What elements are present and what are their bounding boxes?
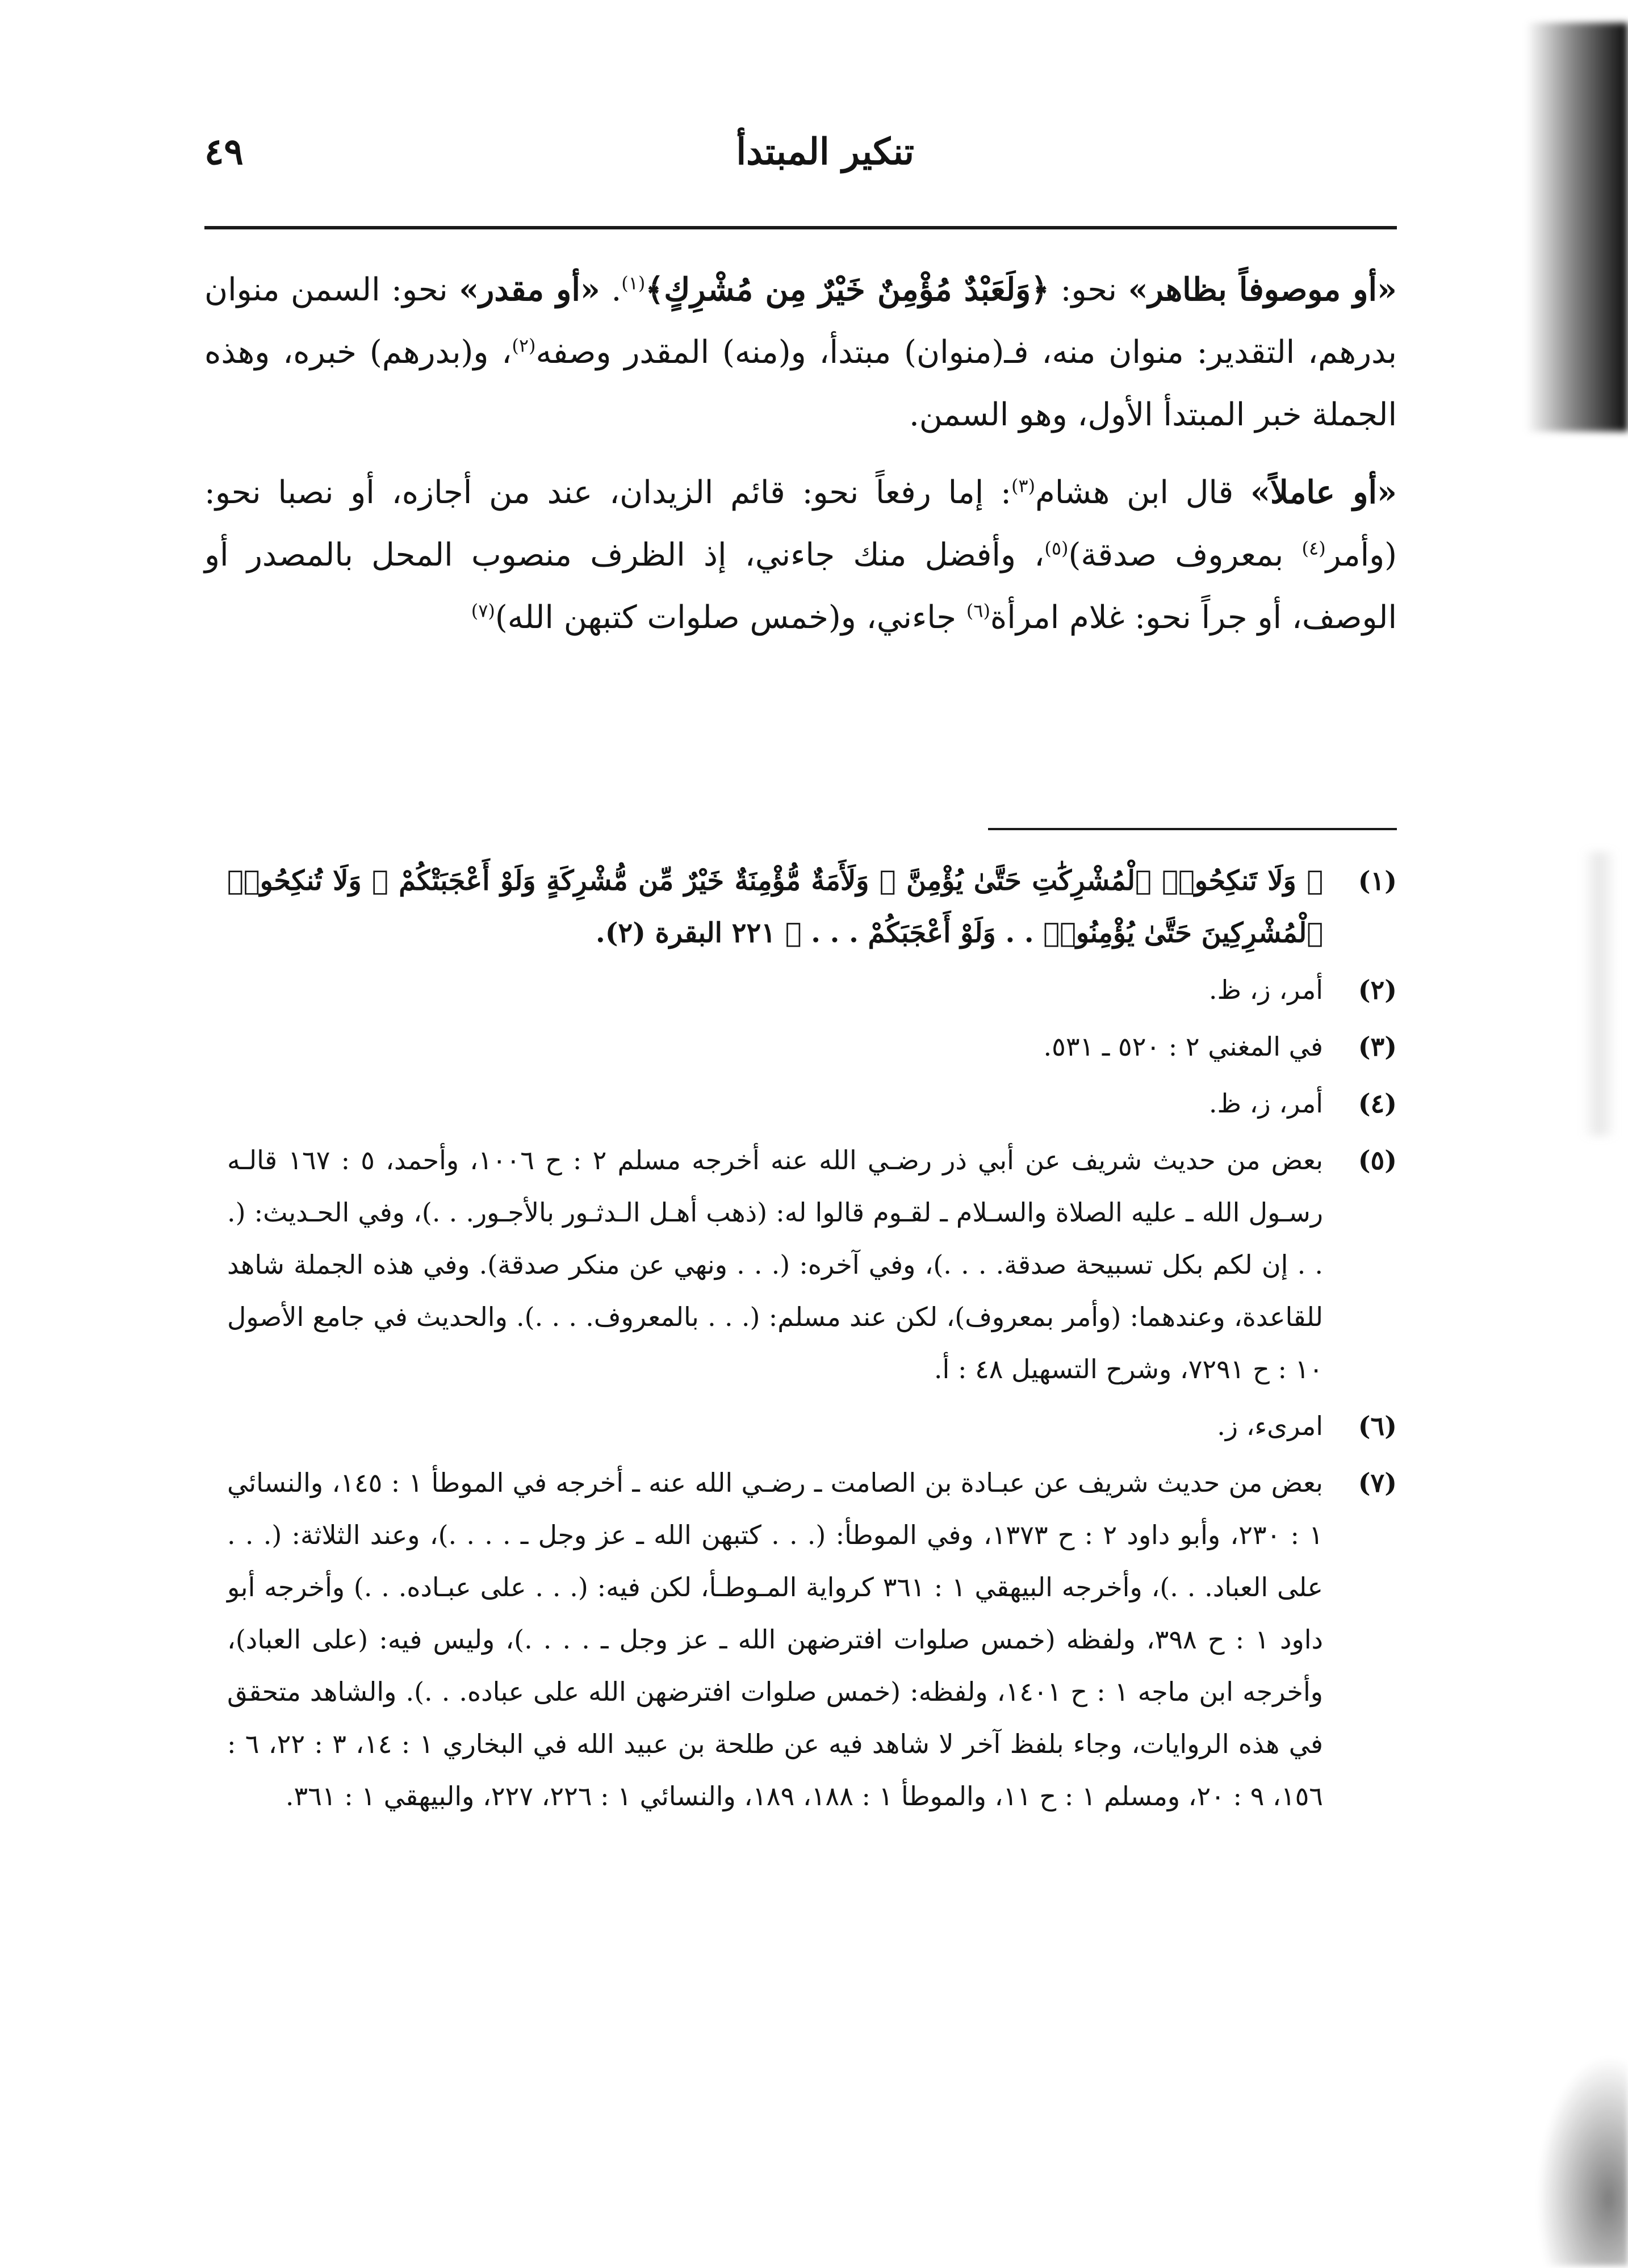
text-run: قال ابن هشام xyxy=(1035,474,1251,511)
text-run: ، و(بدرهم) خبره، وهذه الجملة خبر المبتدأ الأول، وهو السمن. xyxy=(204,334,1397,433)
scan-shadow-bottom xyxy=(1531,2044,1628,2266)
footnote-text: في المغني ٢ : ٥٢٠ ـ ٥٣١. xyxy=(1043,1031,1323,1062)
footnote-ref-5[interactable]: (٥) xyxy=(1044,537,1069,559)
page-number: ٤٩ xyxy=(204,131,244,173)
footnote-ref-1[interactable]: (١) xyxy=(621,272,646,294)
footnote-number: (٥) xyxy=(1358,1145,1397,1175)
text-run: جاءني، و(خمس صلوات كتبهن الله) xyxy=(495,599,966,636)
text-run: . xyxy=(600,271,622,308)
header-rule xyxy=(204,226,1397,229)
paragraph-described xyxy=(204,258,1397,446)
footnote-number: (١) xyxy=(1358,865,1397,896)
main-body xyxy=(204,258,1397,664)
text-run: ، وأفضل منك جاءني، إذ الظرف منصوب المحل بالمصدر أو الوصف، أو جراً نحو: غلام امرأة xyxy=(204,537,1397,636)
footnote-ref-2[interactable]: (٢) xyxy=(512,334,536,357)
footnote-4 xyxy=(227,1077,1397,1129)
text-run: نحو: السمن منوان بدرهم، التقدير: منوان منه، فـ(منوان) مبتدأ، و(منه) المقدر وصفه xyxy=(204,271,1397,371)
footnote-text: ﴿ وَلَا تَنكِحُوا۟ ٱلْمُشْرِكَٰتِ حَتَّىٰ يُؤْمِنَّ ۚ وَلَأَمَةٌ مُّؤْمِنَةٌ خَيْرٌ مِّن مُّشْرِكَةٍ وَلَوْ أَعْجَبَتْكُمْ ۗ وَلَا تُنكِحُوا۟ ٱلْمُشْرِكِينَ حَتَّىٰ يُؤْمِنُوا۟ . . وَلَوْ أَعْجَبَكُمْ . . . ﴾ ٢٢١ البقرة (٢). xyxy=(227,865,1323,949)
footnote-number: (٦) xyxy=(1358,1411,1397,1441)
chapter-title: تنكير المبتدأ xyxy=(736,131,914,173)
text-run: نحو: xyxy=(1049,271,1128,308)
quran-quote: ﴿وَلَعَبْدٌ مُؤْمِنٌ خَيْرٌ مِن مُشْرِكٍ﴾ xyxy=(645,271,1050,308)
footnotes-section xyxy=(227,855,1397,1827)
footnote-ref-3[interactable]: (٣) xyxy=(1011,475,1036,497)
footnote-ref-7[interactable]: (٧) xyxy=(471,600,495,622)
footnote-number: (٤) xyxy=(1358,1088,1397,1119)
footnote-separator xyxy=(988,828,1397,830)
running-header xyxy=(204,119,1397,199)
footnote-number: (٧) xyxy=(1358,1467,1397,1498)
term-implied: «أو مقدر» xyxy=(459,271,600,308)
footnote-1 xyxy=(227,855,1397,959)
footnote-2 xyxy=(227,964,1397,1016)
term-operative: «أو عاملاً» xyxy=(1250,474,1397,511)
footnote-ref-6[interactable]: (٦) xyxy=(966,600,990,622)
footnote-7 xyxy=(227,1457,1397,1822)
scan-shadow-top xyxy=(1526,23,1628,432)
footnote-text: امرىء، ز. xyxy=(1217,1411,1323,1441)
footnote-5 xyxy=(227,1134,1397,1395)
footnote-6 xyxy=(227,1400,1397,1452)
footnote-text: أمر، ز، ظ. xyxy=(1208,974,1323,1005)
footnote-number: (٢) xyxy=(1358,974,1397,1005)
footnote-text: بعض من حديث شريف عن أبي ذر رضـي الله عنه أخرجه مسلم ٢ : ح ١٠٠٦، وأحمد، ٥ : ١٦٧ قالـه رسـول الله ـ عليه الصلاة والسـلام ـ لقـوم قالوا له: (ذهب أهـل الـدثـور بالأجـور. . .)، وفي الحـديث: (. . . إن لكم بكل تسبيحة صدقة. . . .)، وفي آخره: (. . . ونهي عن منكر صدقة). وفي هذه الجملة شاهد للقاعدة، وعندهما: (وأمر بمعروف)، لكن عند مسلم: (. . . بالمعروف. . . .). والحديث في جامع الأصول ١٠ : ح ٧٢٩١، وشرح التسهيل ٤٨ : أ. xyxy=(227,1145,1324,1384)
scan-shadow-middle xyxy=(1583,852,1617,1136)
footnote-3 xyxy=(227,1020,1397,1073)
footnote-number: (٣) xyxy=(1358,1031,1397,1062)
paragraph-operative xyxy=(204,461,1397,649)
text-run: : إما رفعاً نحو: قائم الزيدان، عند من أجازه، أو نصبا نحو: (وأمر xyxy=(204,474,1397,574)
text-run: بمعروف صدقة) xyxy=(1068,537,1302,574)
footnote-text: بعض من حديث شريف عن عبـادة بن الصامت ـ رضـي الله عنه ـ أخرجه في الموطأ ١ : ١٤٥، والنسائي ١ : ٢٣٠، وأبو داود ٢ : ح ١٣٧٣، وفي الموطأ: (. . . كتبهن الله ـ عز وجل ـ . . . .)، وعند الثلاثة: (. . . على العباد. . .)، وأخرجه البيهقي ١ : ٣٦١ كرواية المـوطـأ، لكن فيه: (. . . على عبـاده. . .) وأخرجه أبو داود ١ : ح ٣٩٨، ولفظه (خمس صلوات افترضهن الله ـ عز وجل ـ . . . .)، وليس فيه: (على العباد)، وأخرجه ابن ماجه ١ : ح ١٤٠١، ولفظه: (خمس صلوات افترضهن الله على عباده. . .). والشاهد متحقق في هذه الروايات، وجاء بلفظ آخر لا شاهد فيه عن طلحة بن عبيد الله في البخاري ١ : ١٤، ٣ : ٢٢، ٦ : ١٥٦، ٩ : ٢٠، ومسلم ١ : ح ١١، والموطأ ١ : ١٨٨، ١٨٩، والنسائي ١ : ٢٢٦، ٢٢٧، والبيهقي ١ : ٣٦١. xyxy=(227,1467,1324,1811)
footnote-ref-4[interactable]: (٤) xyxy=(1301,537,1326,559)
footnote-text: أمر، ز، ظ. xyxy=(1208,1088,1323,1119)
term-described-explicit: «أو موصوفاً بظاهر» xyxy=(1128,271,1397,308)
